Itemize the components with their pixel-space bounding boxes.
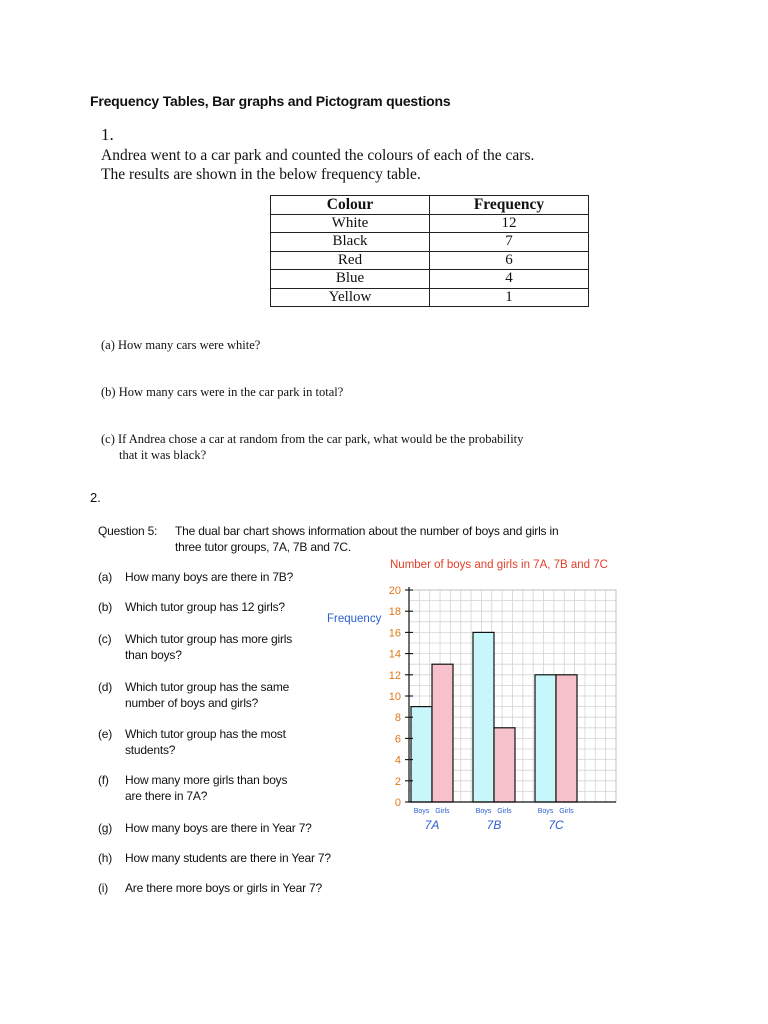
frequency-table <box>270 195 589 307</box>
bar-7a-boys <box>411 707 432 802</box>
question-text: How many boys are there in 7B? <box>125 570 294 584</box>
cell-colour: Yellow <box>271 288 430 307</box>
sub-label-7c-girls: Girls <box>559 808 574 815</box>
question-text: Which tutor group has the same <box>125 680 290 694</box>
question-2d <box>98 680 290 710</box>
question-label: (g) <box>98 821 113 835</box>
table-row <box>271 288 589 307</box>
question-2i <box>98 881 322 895</box>
y-tick-label: 6 <box>394 733 401 746</box>
category-label-7b: 7B <box>486 818 502 832</box>
question-2b <box>98 600 285 614</box>
question-text: Which tutor group has more girls <box>125 632 293 646</box>
question-label: (d) <box>98 680 113 694</box>
cell-frequency: 7 <box>430 233 589 252</box>
question-label: (e) <box>98 727 113 741</box>
y-tick-label: 16 <box>388 627 401 640</box>
bar-7c-girls <box>556 675 577 802</box>
sub-label-7b-boys: Boys <box>475 808 492 815</box>
bar-7c-boys <box>535 675 556 802</box>
question-text-line-2: than boys? <box>125 648 182 662</box>
y-tick-label: 20 <box>388 585 401 597</box>
question-2f <box>98 773 288 803</box>
cell-frequency: 1 <box>430 288 589 307</box>
cell-colour: Blue <box>271 270 430 289</box>
y-tick-label: 0 <box>394 797 401 809</box>
question-label: (b) <box>98 600 113 614</box>
question-label: (h) <box>98 851 113 865</box>
sub-label-7b-girls: Girls <box>497 808 512 815</box>
question-2c <box>98 632 293 662</box>
question-1-number: 1. <box>101 125 114 144</box>
y-tick-label: 2 <box>394 775 401 788</box>
cell-colour: Black <box>271 233 430 252</box>
question-text: How many more girls than boys <box>125 773 288 787</box>
bar-7b-girls <box>494 728 515 802</box>
table-row <box>271 233 589 252</box>
y-tick-label: 14 <box>388 648 401 661</box>
question-1-intro <box>101 146 534 184</box>
y-tick-label: 10 <box>388 691 401 703</box>
y-tick-label: 4 <box>394 754 401 767</box>
question-text-line-2: students? <box>125 743 176 757</box>
question-text-line-2: number of boys and girls? <box>125 696 259 710</box>
question-text: Which tutor group has the most <box>125 727 286 741</box>
header-frequency: Frequency <box>430 196 589 215</box>
question-1b: (b) How many cars were in the car park in total? <box>101 385 344 399</box>
table-row <box>271 251 589 270</box>
question-2g <box>98 821 312 835</box>
category-label-7a: 7A <box>424 818 440 832</box>
chart-title: Number of boys and girls in 7A, 7B and 7C <box>390 559 608 571</box>
question-label: (c) <box>98 632 112 646</box>
question-2h <box>98 851 331 865</box>
question-text: How many students are there in Year 7? <box>125 851 331 865</box>
question-1c-line-2: that it was black? <box>119 448 207 462</box>
question-label: (a) <box>98 570 113 584</box>
header-colour: Colour <box>271 196 430 215</box>
category-label-7c: 7C <box>548 818 564 832</box>
sub-label-7c-boys: Boys <box>537 808 554 815</box>
intro-line-2: The results are shown in the below frequency table. <box>101 166 421 183</box>
sub-label-7a-boys: Boys <box>413 808 430 815</box>
cell-frequency: 12 <box>430 214 589 233</box>
question-text-line-2: are there in 7A? <box>125 789 208 803</box>
question-text: How many boys are there in Year 7? <box>125 821 312 835</box>
question-2a <box>98 570 294 584</box>
question-label: (i) <box>98 881 109 895</box>
bar-7a-girls <box>432 664 453 802</box>
intro-line-1: Andrea went to a car park and counted the colours of each of the cars. <box>101 147 535 164</box>
cell-colour: Red <box>271 251 430 270</box>
table-row <box>271 214 589 233</box>
question-text: Which tutor group has 12 girls? <box>125 600 285 614</box>
sub-label-7a-girls: Girls <box>435 808 450 815</box>
cell-colour: White <box>271 214 430 233</box>
question-2-number: 2. <box>90 490 101 505</box>
question-text: Are there more boys or girls in Year 7? <box>125 881 322 895</box>
y-tick-label: 18 <box>388 606 401 619</box>
table-header-row <box>271 196 589 215</box>
question-5-label: Question 5: <box>98 524 158 538</box>
y-tick-label: 8 <box>394 712 401 725</box>
bar-7b-boys <box>473 632 494 802</box>
question-1c-line-1: (c) If Andrea chose a car at random from the car park, what would be the probability <box>101 432 524 446</box>
question-label: (f) <box>98 773 109 787</box>
cell-frequency: 6 <box>430 251 589 270</box>
table-row <box>271 270 589 289</box>
chart-y-label: Frequency <box>327 613 382 625</box>
question-5-heading-line-1: The dual bar chart shows information about the number of boys and girls in <box>175 524 559 538</box>
page-title: Frequency Tables, Bar graphs and Pictogram questions <box>90 93 451 109</box>
dual-bar-chart <box>360 575 630 840</box>
question-1a: (a) How many cars were white? <box>101 338 261 352</box>
y-tick-label: 12 <box>388 669 401 682</box>
question-5-heading-line-2: three tutor groups, 7A, 7B and 7C. <box>175 540 351 554</box>
question-2e <box>98 727 286 757</box>
cell-frequency: 4 <box>430 270 589 289</box>
